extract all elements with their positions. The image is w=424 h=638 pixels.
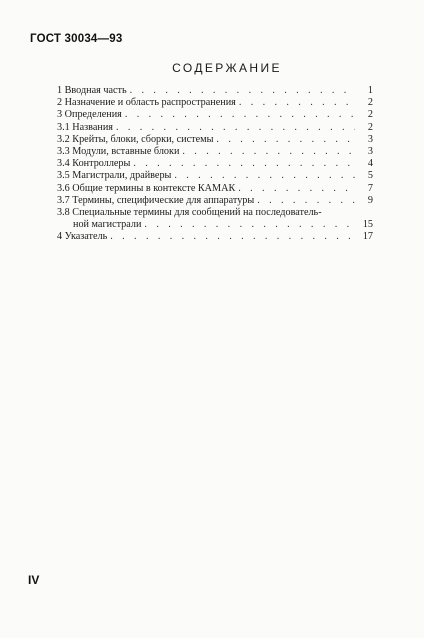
toc-entry-page: 1 (367, 85, 373, 96)
page-title: СОДЕРЖАНИЕ (172, 61, 282, 75)
toc-entry-label: 4 Указатель (57, 231, 108, 243)
toc-entry[interactable] (57, 195, 373, 207)
toc-entry-label: 3.7 Термины, специфические для аппаратуры (57, 194, 255, 206)
toc-entry[interactable] (57, 170, 373, 182)
toc-entry-page: 3 (367, 145, 373, 157)
toc-entry-page: 9 (367, 194, 373, 206)
toc-entry[interactable] (57, 97, 373, 109)
toc-entry-label: 3.4 Контроллеры (57, 158, 131, 170)
toc-entry[interactable] (57, 207, 373, 231)
toc-entry[interactable] (57, 183, 373, 195)
toc-entry[interactable] (57, 231, 373, 243)
toc-entry-label: 3.3 Модули, вставные блоки (57, 145, 180, 157)
dot-leader (182, 146, 355, 158)
toc-entry-label: 3.8 Специальные термины для сообщений на последователь- (57, 206, 322, 218)
toc-entry-page: 4 (367, 158, 373, 170)
dot-leader (238, 183, 355, 195)
toc-entry[interactable] (57, 146, 373, 158)
toc-entry-continuation (57, 219, 373, 231)
toc-entry-page: 2 (367, 121, 373, 133)
toc-entry-page: 15 (362, 219, 373, 231)
toc-entry-label: 3 Определения (57, 109, 122, 121)
dot-leader (133, 158, 355, 170)
toc-entry[interactable] (57, 134, 373, 146)
dot-leader (144, 219, 355, 231)
toc-entry[interactable] (57, 158, 373, 170)
dot-leader (216, 134, 355, 146)
toc-entry-page: 17 (362, 231, 373, 243)
dot-leader (116, 122, 355, 134)
toc-entry-label: 1 Вводная часть (57, 85, 127, 96)
toc-entry[interactable] (57, 85, 373, 97)
page-number: IV (28, 573, 40, 587)
toc-entry-page: 2 (367, 109, 373, 121)
dot-leader (125, 109, 355, 121)
dot-leader (174, 170, 355, 182)
toc-entry-page: 5 (367, 170, 373, 182)
toc-entry-label: 2 Назначение и область распространения (57, 97, 236, 109)
dot-leader (257, 195, 355, 207)
toc-entry-label: 3.5 Магистрали, драйверы (57, 170, 172, 182)
toc-entry[interactable] (57, 122, 373, 134)
dot-leader (110, 231, 355, 243)
toc-entry-label-continued: ной магистрали (73, 219, 142, 231)
dot-leader (130, 85, 355, 97)
toc-entry[interactable] (57, 109, 373, 121)
dot-leader (239, 97, 355, 109)
toc-entry-page: 2 (367, 97, 373, 109)
table-of-contents (57, 85, 373, 243)
toc-entry-label: 3.1 Названия (57, 121, 113, 133)
toc-entry-page: 3 (367, 133, 373, 145)
toc-entry-label: 3.6 Общие термины в контексте КАМАК (57, 182, 236, 194)
document-code: ГОСТ 30034—93 (30, 33, 123, 45)
toc-entry-page: 7 (367, 182, 373, 194)
toc-entry-label: 3.2 Крейты, блоки, сборки, системы (57, 133, 214, 145)
